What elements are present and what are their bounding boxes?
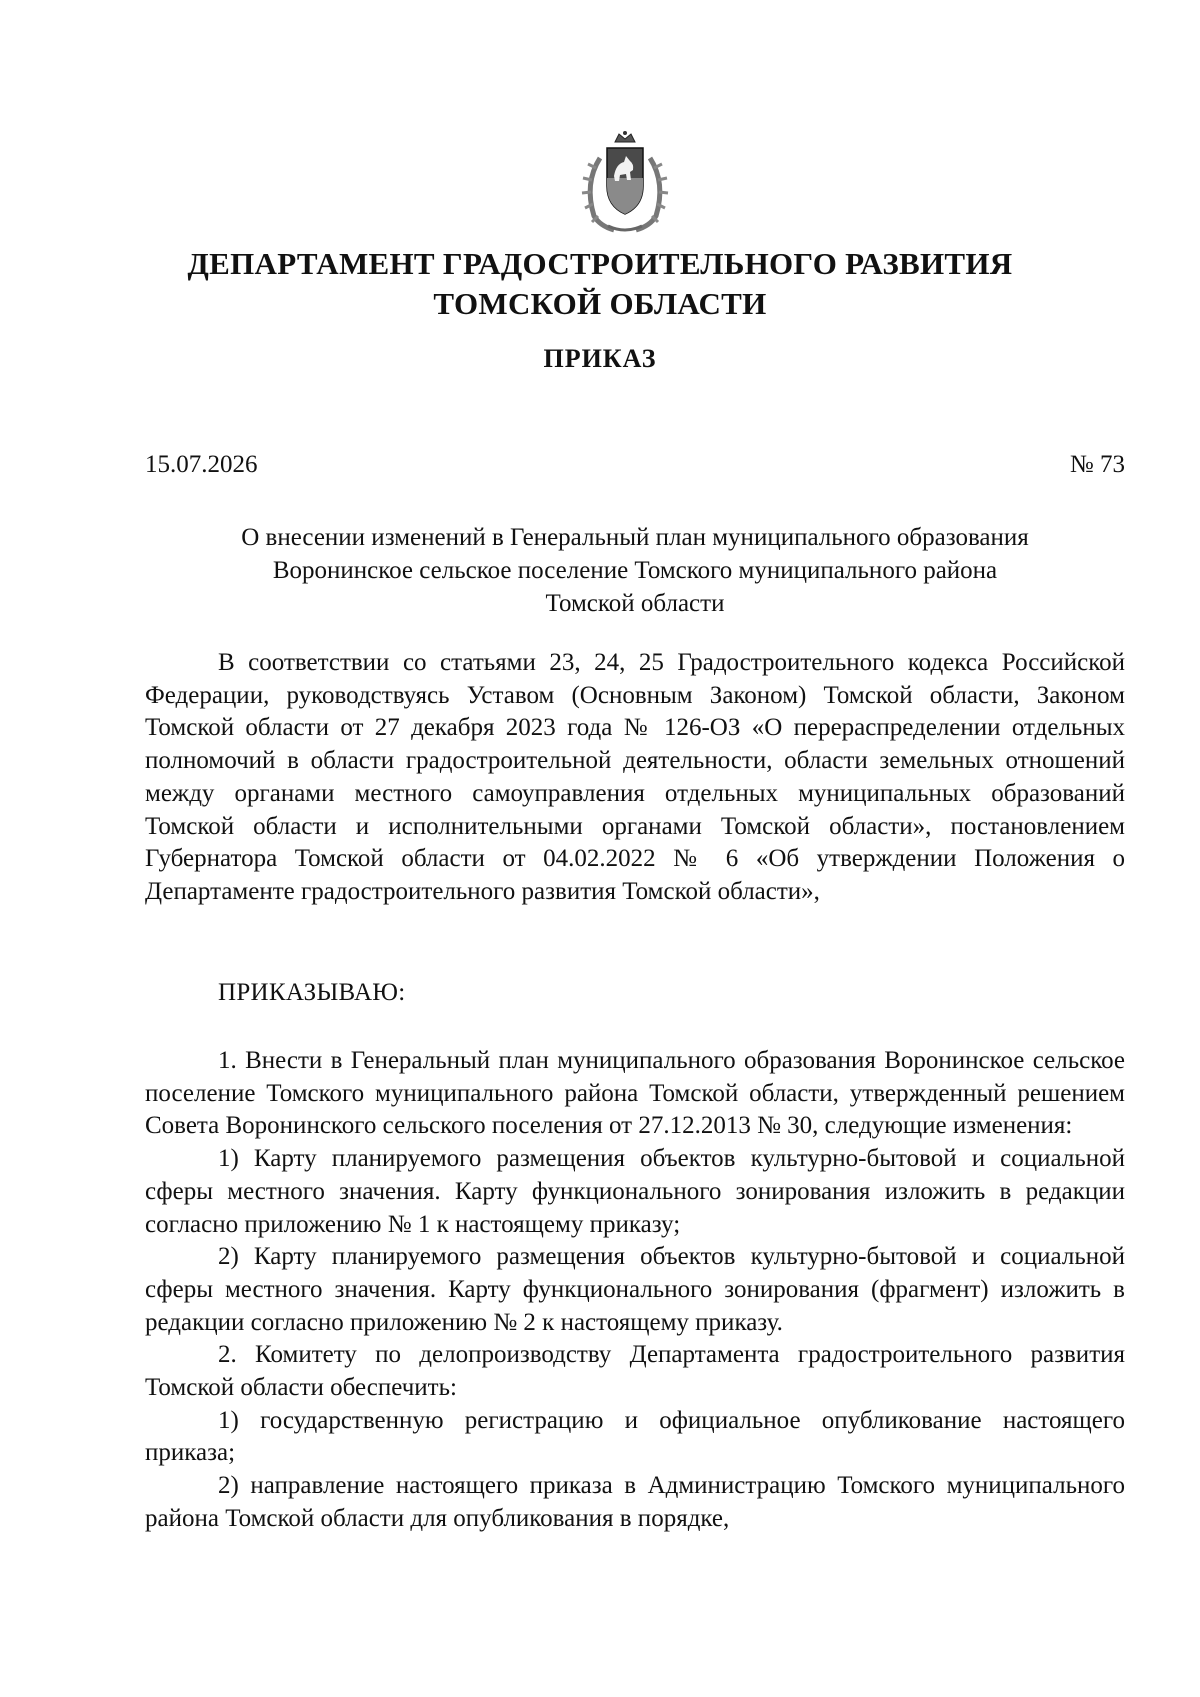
document-number: № 73 xyxy=(1069,451,1125,478)
preamble-paragraph-block xyxy=(145,647,1125,909)
order-subitem: 2) направление настоящего приказа в Администрацию Томского муниципального района Томской области для опубликования в порядке, xyxy=(145,1472,1125,1532)
date-number-row xyxy=(145,451,1125,487)
preamble-paragraph: В соответствии со статьями 23, 24, 25 Градостроительного кодекса Российской Федерации, руководствуясь Уставом (Основным Законом) Томской области, Законом Томской области от 27 декабря 2023 года № 126-ОЗ «О перераспределении отдельных полномочий в области градостроительной деятельности, области земельных отношений между органами местного самоуправления отдельных муниципальных образований Томской области и исполнительными органами Томской области», постановлением Губернатора Томской области от 04.02.2022 № 6 «Об утверждении Положения о Департаменте градостроительного развития Томской области», xyxy=(145,649,1125,905)
orders-heading: ПРИКАЗЫВАЮ: xyxy=(218,979,406,1006)
order-item: 2. Комитету по делопроизводству Департамента градостроительного развития Томской области обеспечить: xyxy=(145,1341,1125,1402)
order-subitem: 2) Карту планируемого размещения объектов культурно-бытовой и социальной сферы местного значения. Карту функционального зонирования (фрагмент) изложить в редакции согласно приложению № 2 к настоящему приказу. xyxy=(145,1243,1125,1336)
organization-title-line-1: ДЕПАРТАМЕНТ ГРАДОСТРОИТЕЛЬНОГО РАЗВИТИЯ xyxy=(187,246,1013,281)
subject-line: О внесении изменений в Генеральный план муниципального образования xyxy=(241,524,1029,551)
order-items xyxy=(145,1045,1125,1536)
subject-line: Воронинское сельское поселение Томского муниципального района xyxy=(272,557,998,584)
document-date: 15.07.2026 xyxy=(145,451,258,478)
organization-title-line-2: ТОМСКОЙ ОБЛАСТИ xyxy=(433,286,767,321)
document-subject xyxy=(145,521,1125,620)
document-type-heading: ПРИКАЗ xyxy=(543,344,657,373)
order-subitem: 1) государственную регистрацию и официальное опубликование настоящего приказа; xyxy=(145,1406,1125,1467)
order-subitem: 1) Карту планируемого размещения объектов культурно-бытовой и социальной сферы местного значения. Карту функционального зонирования изложить в редакции согласно приложению № 1 к настоящему приказу; xyxy=(145,1145,1125,1238)
coat-of-arms-icon xyxy=(570,128,680,238)
order-item: 1. Внести в Генеральный план муниципального образования Воронинское сельское поселение Томского муниципального района Томской области, утвержденный решением Совета Воронинского сельского поселения от 27.12.2013 № 30, следующие изменения: xyxy=(145,1047,1125,1140)
subject-line: Томской области xyxy=(545,590,725,617)
